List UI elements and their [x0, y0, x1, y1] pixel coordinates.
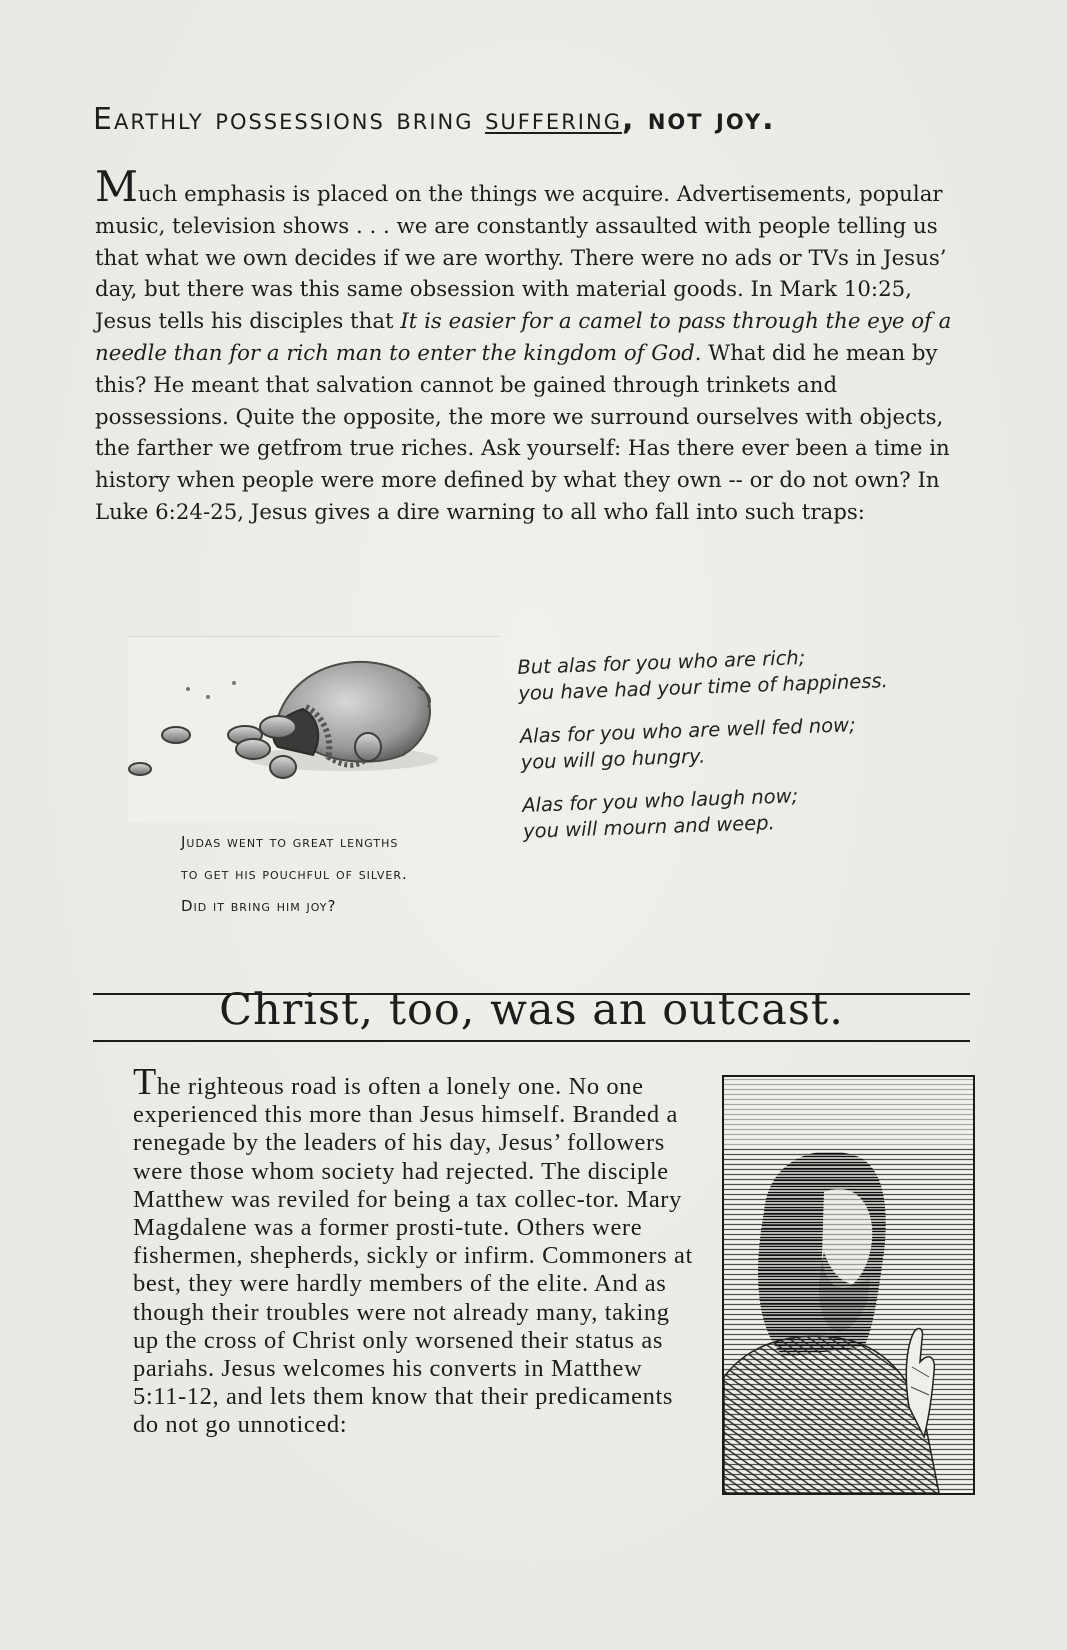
heading-rule-bottom: [93, 1040, 970, 1042]
caption-line: to get his pouchful of silver.: [181, 865, 408, 883]
luke-verse: [517, 640, 944, 862]
drop-cap: T: [133, 1061, 157, 1103]
section-heading-possessions: [93, 100, 993, 140]
verse-line: you will mourn and weep.: [522, 811, 776, 843]
coin-pouch-illustration: [128, 636, 500, 822]
heading-text-end: , not joy.: [621, 102, 776, 137]
verse-line: Alas for you who laugh now;: [521, 784, 799, 817]
caption-line: Judas went to great lengths: [181, 833, 399, 851]
paragraph-text: he righteous road is often a lonely one. No one experienced this more than Jesus himself. Branded a renegade by the leaders of his day, Jesus’ followers were those whom society had rejected. The disciple Matthew was reviled for being a tax collec-tor. Mary Magdalene was a former prosti-tute. Others were fishermen, shepherds, sickly or infirm. Commoners at best, they were hardly members of the elite. And as though their troubles were not already many, taking up the cross of Christ only worsened their status as pariahs. Jesus welcomes his converts in Matthew 5:11-12, and lets them know that their predicaments do not go unnoticed:: [133, 1073, 693, 1439]
caption-line: Did it bring him joy?: [181, 897, 337, 915]
illustration-caption: [181, 826, 501, 922]
verse-line: Alas for you who are well fed now;: [519, 713, 856, 748]
verse-line: you will go hungry.: [520, 744, 706, 774]
section-heading-outcast: Christ, too, was an outcast.: [219, 985, 844, 1035]
verse-line: But alas for you who are rich;: [517, 645, 806, 679]
money-bag-icon: [128, 637, 500, 822]
paragraph-text: uch emphasis is placed on the things we acquire. Advertisements, popular music, television shows . . . we are constantly assaulted with people telling us that what we own decides if we are worthy. There were no ads or TVs in Jesus’ day, but there was this same obsession with material goods. In Mark 10:25, Jesus tells his disciples that: [95, 182, 947, 335]
verse-stanza: [522, 778, 944, 845]
jesus-portrait-icon: [724, 1077, 973, 1493]
heading-underlined-word: suffering: [485, 102, 622, 137]
possessions-paragraph: [95, 162, 955, 529]
paragraph-text-continued: What did he mean by this? He meant that salvation cannot be gained through trinkets and possessions. Quite the opposite, the more we surround ourselves with objects, the farther we getfrom true riches. Ask yourself: Has there ever been a time in history when people were more defined by what they own -- or do not own? In Luke 6:24-25, Jesus gives a dire warning to all who fall into such traps:: [95, 340, 950, 525]
verse-stanza: [519, 709, 941, 776]
outcast-paragraph: [133, 1061, 693, 1440]
scripture-quote: It is easier for a camel to pass through the eye of a needle than for a rich man to enter the kingdom of God.: [95, 309, 952, 366]
verse-stanza: [517, 640, 939, 707]
jesus-engraving: [722, 1075, 975, 1495]
heading-text-start: Earthly possessions bring: [93, 102, 486, 137]
drop-cap: M: [95, 162, 139, 211]
verse-line: you have had your time of happiness.: [517, 669, 889, 705]
